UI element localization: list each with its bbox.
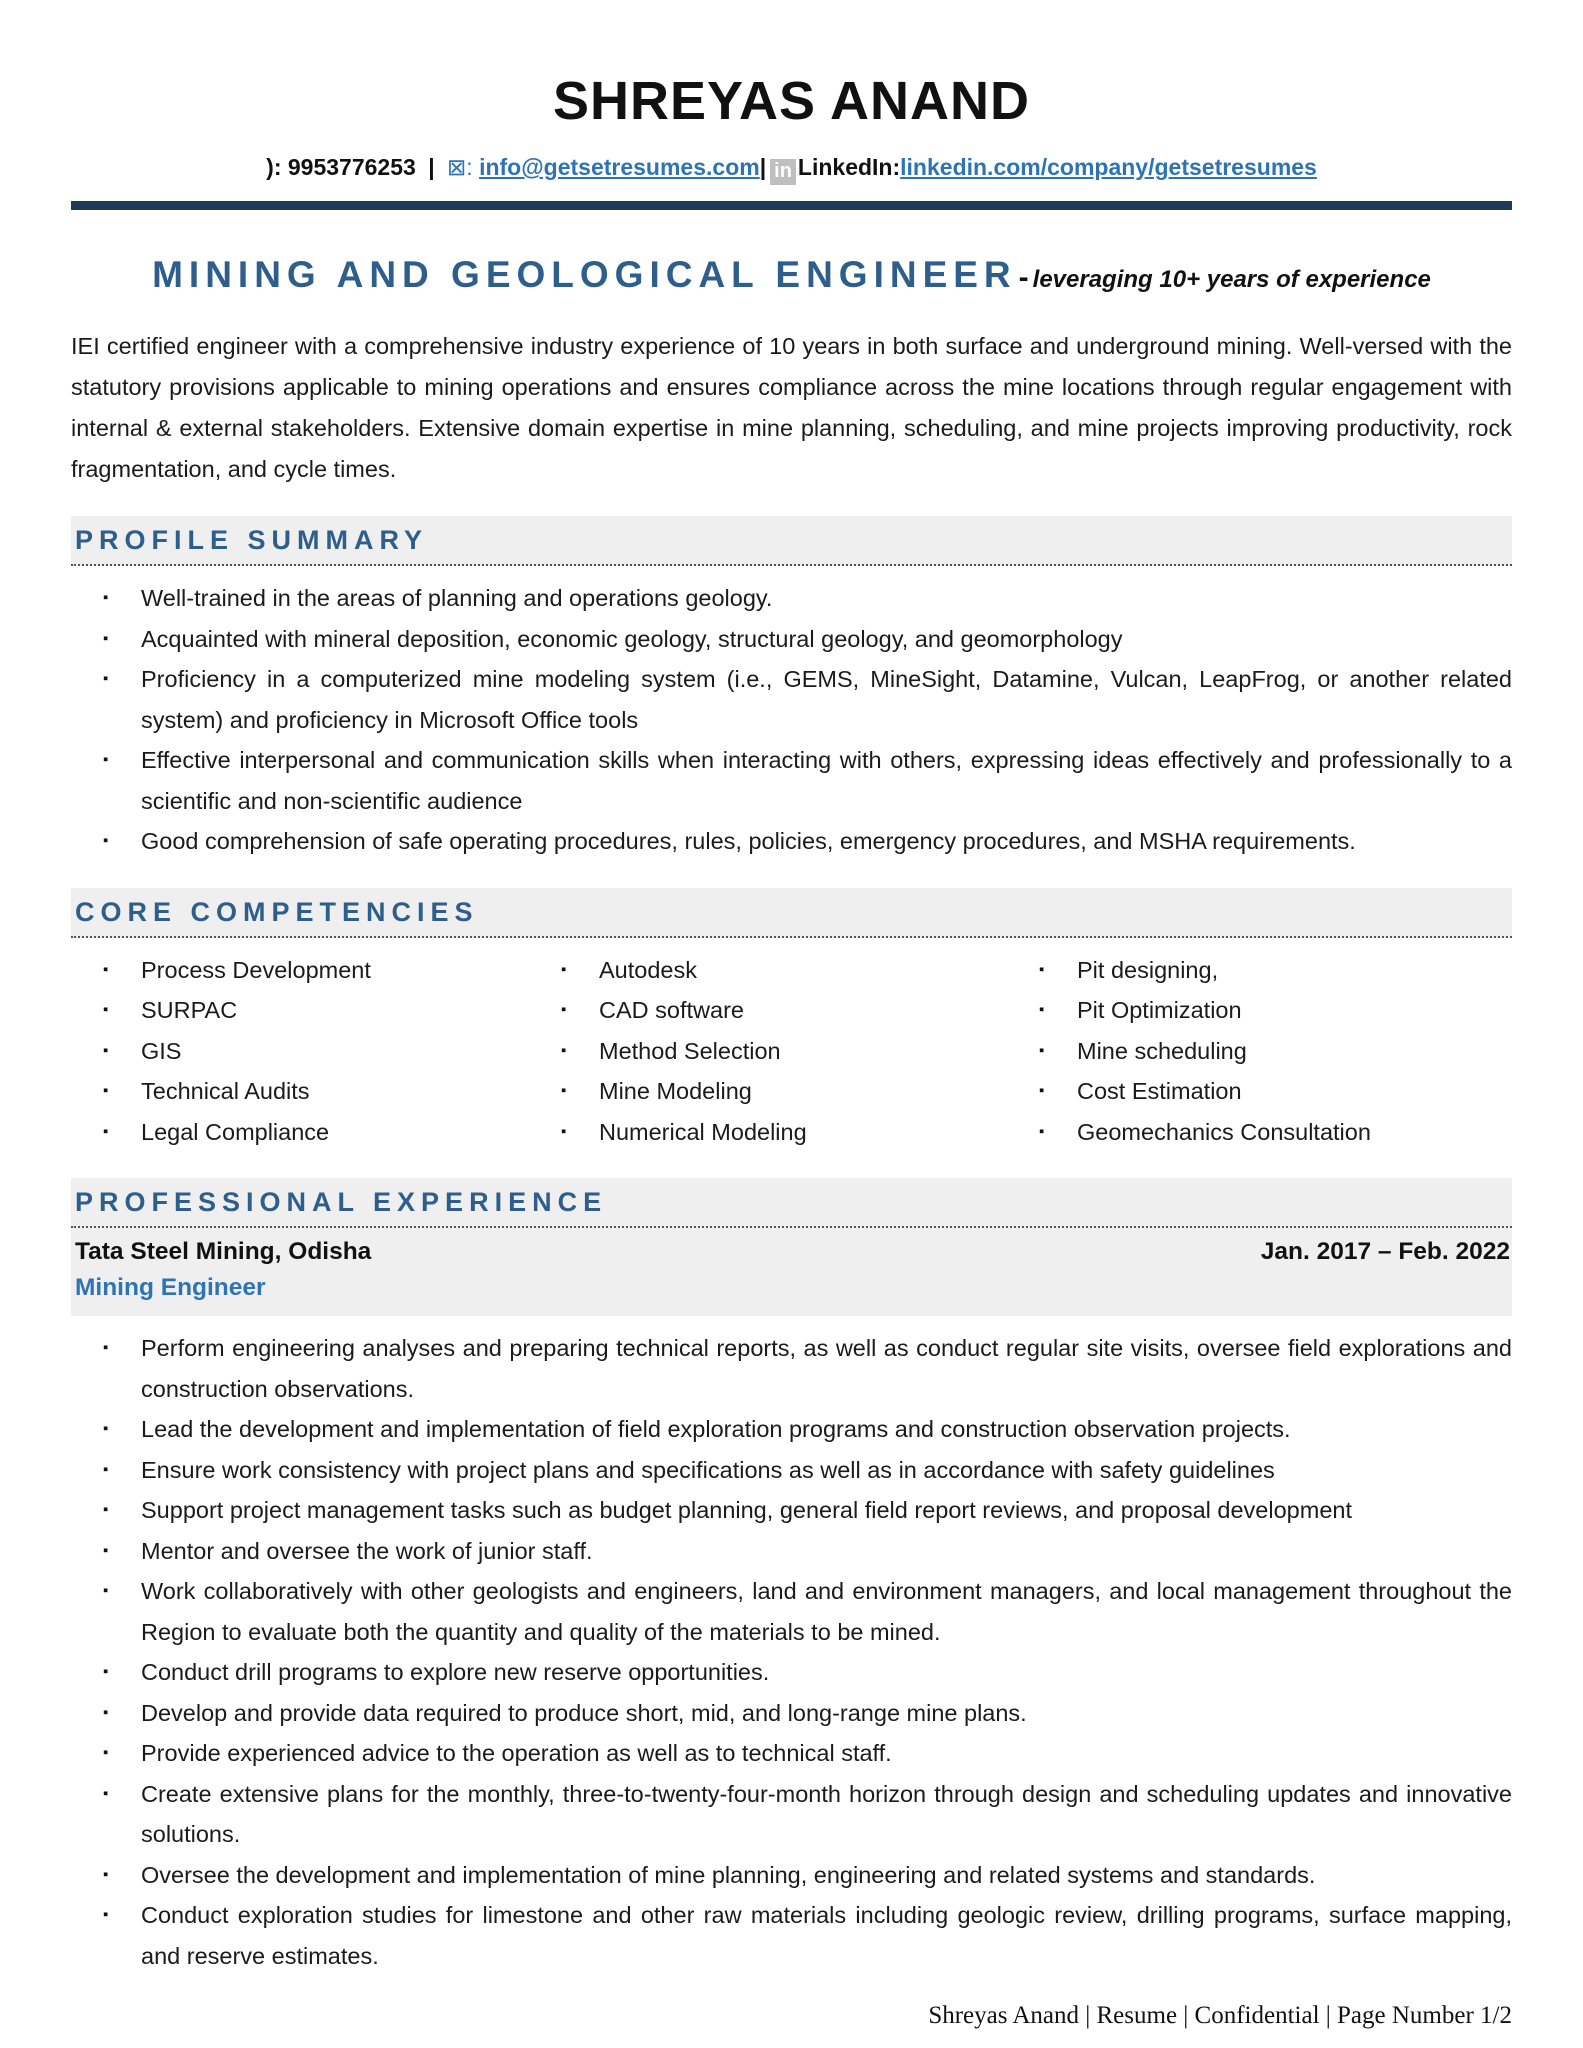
competencies-column-2 [529, 950, 1007, 1153]
competencies-column-3 [1007, 950, 1512, 1153]
list-item: ▪ Method Selection [529, 1031, 1007, 1072]
professional-experience-title: PROFESSIONAL EXPERIENCE [71, 1178, 1512, 1228]
list-item: ▪ Effective interpersonal and communication skills when interacting with others, expressing ideas effectively and professionally to a scientific and non-scientific audience [71, 740, 1512, 821]
list-item: ▪ Autodesk [529, 950, 1007, 991]
list-item: ▪ Develop and provide data required to produce short, mid, and long-range mine plans. [71, 1693, 1512, 1734]
list-item: ▪ Perform engineering analyses and preparing technical reports, as well as conduct regular site visits, oversee field explorations and construction observations. [71, 1328, 1512, 1409]
list-item: ▪ GIS [71, 1031, 529, 1072]
competencies-grid [71, 950, 1512, 1153]
linkedin-icon: in [770, 159, 796, 185]
list-item: ▪ Mine scheduling [1007, 1031, 1512, 1072]
profile-summary-title: PROFILE SUMMARY [71, 516, 1512, 566]
competencies-column-1 [71, 950, 529, 1153]
email-prefix: : [466, 154, 473, 180]
job-title: MINING AND GEOLOGICAL ENGINEER [152, 254, 1017, 295]
phone-number: 9953776253 [287, 154, 416, 180]
intro-paragraph: IEI certified engineer with a comprehensive industry experience of 10 years in both surface and underground mining. Well-versed with the statutory provisions applicable to mining operations and ensures compliance across the mine locations through regular engagement with internal & external stakeholders. Extensive domain expertise in mine planning, scheduling, and mine projects improving productivity, rock fragmentation, and cycle times. [71, 333, 1512, 482]
section-core-competencies [71, 888, 1512, 938]
document-title [71, 254, 1512, 296]
list-item: ▪ Conduct exploration studies for limestone and other raw materials including geologic review, drilling programs, surface mapping, and reserve estimates. [71, 1895, 1512, 1976]
list-item: ▪ Acquainted with mineral deposition, economic geology, structural geology, and geomorphology [71, 619, 1512, 660]
phone-prefix: : [273, 154, 282, 180]
list-item: ▪ Proficiency in a computerized mine modeling system (i.e., GEMS, MineSight, Datamine, Vulcan, LeapFrog, or another related system) and proficiency in Microsoft Office tools [71, 659, 1512, 740]
contact-separator-2: | [759, 154, 767, 180]
list-item: ▪ Legal Compliance [71, 1112, 529, 1153]
title-tagline: leveraging 10+ years of experience [1032, 266, 1431, 293]
company-name: Tata Steel Mining, Odisha [75, 1238, 372, 1265]
email-link[interactable]: info@getsetresumes.com [479, 154, 760, 180]
list-item: ▪ Mentor and oversee the work of junior staff. [71, 1531, 1512, 1572]
list-item: ▪ Process Development [71, 950, 529, 991]
email-icon: ⊠ [447, 154, 467, 180]
candidate-name: SHREYAS ANAND [552, 71, 1031, 131]
contact-separator: | [428, 154, 435, 180]
linkedin-label: LinkedIn: [797, 154, 901, 180]
header-divider [71, 201, 1512, 210]
list-item: ▪ CAD software [529, 990, 1007, 1031]
section-profile-summary [71, 516, 1512, 566]
list-item: ▪ Numerical Modeling [529, 1112, 1007, 1153]
title-dash: - [1018, 261, 1029, 294]
list-item: ▪ Oversee the development and implementation of mine planning, engineering and related systems and standards. [71, 1855, 1512, 1896]
list-item: ▪ Pit designing, [1007, 950, 1512, 991]
list-item: ▪ Create extensive plans for the monthly, three-to-twenty-four-month horizon through design and scheduling updates and innovative solutions. [71, 1774, 1512, 1855]
experience-header-row [71, 1228, 1512, 1266]
page-footer: Shreyas Anand | Resume | Confidential | Page Number 1/2 [928, 2002, 1512, 2029]
list-item: ▪ Lead the development and implementation of field exploration programs and construction observation projects. [71, 1409, 1512, 1450]
list-item: ▪ Support project management tasks such as budget planning, general field report reviews, and proposal development [71, 1490, 1512, 1531]
list-item: ▪ Well-trained in the areas of planning and operations geology. [71, 578, 1512, 619]
list-item: ▪ Cost Estimation [1007, 1071, 1512, 1112]
list-item: ▪ Geomechanics Consultation [1007, 1112, 1512, 1153]
section-professional-experience [71, 1178, 1512, 1316]
job-role: Mining Engineer [75, 1274, 266, 1301]
contact-line [71, 154, 1512, 185]
linkedin-link[interactable]: linkedin.com/company/getsetresumes [900, 154, 1317, 180]
employment-dates: Jan. 2017 – Feb. 2022 [1260, 1238, 1510, 1265]
list-item: ▪ Provide experienced advice to the operation as well as to technical staff. [71, 1733, 1512, 1774]
list-item: ▪ SURPAC [71, 990, 529, 1031]
list-item: ▪ Mine Modeling [529, 1071, 1007, 1112]
phone-icon: ) [266, 154, 274, 180]
list-item: ▪ Work collaboratively with other geologists and engineers, land and environment managers, and local management throughout the Region to evaluate both the quantity and quality of the materials to be mined. [71, 1571, 1512, 1652]
list-item: ▪ Pit Optimization [1007, 990, 1512, 1031]
core-competencies-title: CORE COMPETENCIES [71, 888, 1512, 938]
experience-bullet-list [71, 1328, 1512, 1976]
list-item: ▪ Good comprehension of safe operating procedures, rules, policies, emergency procedures, and MSHA requirements. [71, 821, 1512, 862]
list-item: ▪ Conduct drill programs to explore new reserve opportunities. [71, 1652, 1512, 1693]
profile-summary-list [71, 578, 1512, 862]
list-item: ▪ Technical Audits [71, 1071, 529, 1112]
list-item: ▪ Ensure work consistency with project plans and specifications as well as in accordance with safety guidelines [71, 1450, 1512, 1491]
